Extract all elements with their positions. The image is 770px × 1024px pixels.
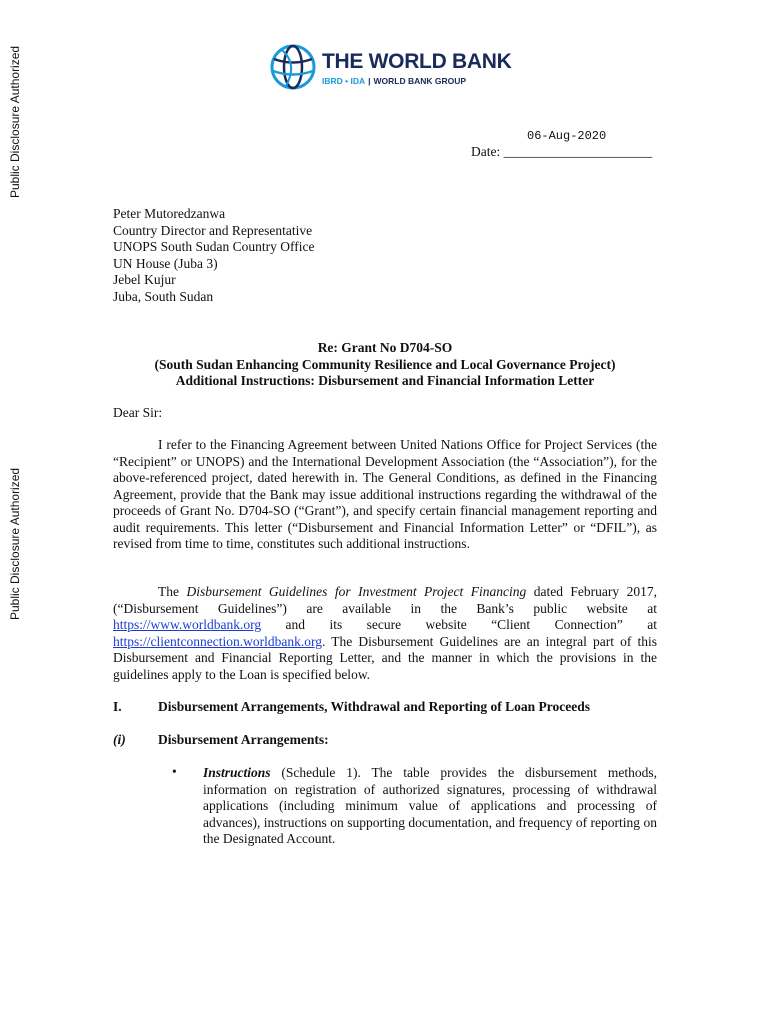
address-line: Country Director and Representative [113,222,313,238]
logo-separator: | [368,76,371,86]
address-line: UN House (Juba 3) [113,255,218,271]
address-line: Jebel Kujur [113,272,176,287]
logo-sub-group: WORLD BANK GROUP [373,76,467,86]
clientconnection-link[interactable]: https://clientconnection.worldbank.org [113,633,322,649]
paragraph-text: and its secure website “Client Connection” at [261,617,657,632]
subsection-heading [113,732,329,748]
address-line: UNOPS South Sudan Country Office [113,239,315,254]
logo-sub-ibrd-ida: IBRD • IDA [322,76,366,86]
world-bank-logo [270,44,510,98]
recipient-address [113,206,315,305]
section-heading [113,699,590,715]
salutation: Dear Sir: [113,405,163,420]
worldbank-link[interactable]: https://www.worldbank.org [113,617,262,632]
bullet-label: Instructions [203,765,271,780]
address-line: Peter Mutoredzanwa [113,206,226,221]
section-number: I. [113,699,122,714]
address-line: Juba, South Sudan [113,288,214,304]
globe-icon [270,44,316,90]
bullet-body: (Schedule 1). The table provides the disbursement methods, information on registration of authorized signatures, processing of withdrawal applications (including minimum value of applications and processing of advances), instructions on supporting documentation, and frequency of reporting on the Designated Account. [203,765,657,846]
paragraph-text: The [158,584,187,599]
subject-line: Re: Grant No D704-SO [317,340,453,355]
paragraph-text: . The Disbursement Guidelines are an integral part of this Disbursement and Financial Reporting Letter, and the manner in which the provisions in the guidelines apply to the Loan is specified below. [113,633,657,682]
public-disclosure-stamp-middle: Public Disclosure Authorized [8,467,22,620]
subsection-title: Disbursement Arrangements: [158,732,329,747]
subject-line: Additional Instructions: Disbursement and Financial Information Letter [175,373,595,388]
bullet-marker: • [172,764,177,779]
date-stamp: 06-Aug-2020 [527,129,607,143]
guidelines-title: Disbursement Guidelines for Investment Project Financing [186,584,527,599]
subject-line: (South Sudan Enhancing Community Resilience and Local Governance Project) [154,356,616,372]
subsection-number: (i) [113,732,126,747]
intro-paragraph: I refer to the Financing Agreement between United Nations Office for Project Services (the “Recipient” or UNOPS) and the International Development Association (the “Association”), for the above-referenced project, dated herewith in. The General Conditions, as defined in the Financing Agreement, provide that the Bank may issue additional instructions regarding the withdrawal of the proceeds of Grant No. D704-SO (“Grant”), and specify certain financial management reporting and audit requirements. This letter (“Disbursement and Financial Information Letter” or “DFIL”), as revised from time to time, constitutes such additional instructions. [113,437,657,551]
subject-block [113,340,657,390]
public-disclosure-stamp-top: Public Disclosure Authorized [8,45,22,198]
guidelines-paragraph [113,584,657,683]
paragraph-text: dated February 2017, (“Disbursement Guidelines”) are available in the Bank’s public website at [113,584,657,616]
section-title: Disbursement Arrangements, Withdrawal and Reporting of Loan Proceeds [158,699,590,714]
logo-subtitle [322,76,466,86]
date-line: Date: ______________________ [471,144,653,159]
bullet-item [203,765,657,848]
logo-title: THE WORLD BANK [322,50,512,73]
